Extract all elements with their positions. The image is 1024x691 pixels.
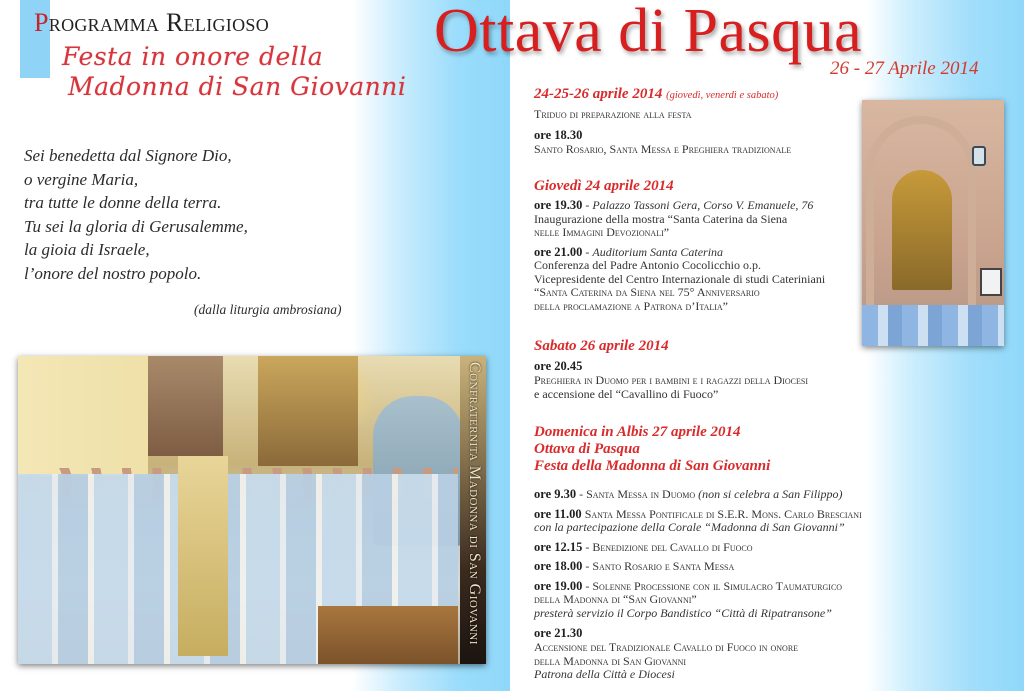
event-desc: Inaugurazione della mostra “Santa Caterina da Siena	[534, 211, 788, 226]
program-title-rest: rogramma Religioso	[48, 8, 270, 37]
section-domenica	[534, 424, 874, 475]
event-desc: della Madonna di “San Giovanni”	[534, 592, 697, 606]
poem-line: l’onore del nostro popolo.	[24, 263, 202, 283]
event-desc: Santo Rosario, Santa Messa e Preghiera tradizionale	[534, 141, 792, 156]
event-desc: Preghiera in Duomo per i bambini e i ragazzi della Diocesi	[534, 373, 808, 387]
main-title: Ottava di Pasqua	[434, 0, 863, 65]
section-triduo	[534, 86, 874, 156]
program-title	[34, 8, 269, 38]
festa-subtitle-line1: Festa in onore della	[62, 42, 324, 71]
triduo-subtitle: Triduo di preparazione alla festa	[534, 107, 692, 121]
section-sabato	[534, 338, 874, 401]
event-note: con la partecipazione della Corale “Madonna di San Giovanni”	[534, 520, 845, 534]
event-note: presterà servizio il Corpo Bandistico “Città di Ripatransone”	[534, 605, 832, 620]
event-desc: Santa Messa in Duomo	[586, 487, 696, 501]
section-heading: Ottava di Pasqua	[534, 441, 640, 457]
poem-source: (dalla liturgia ambrosiana)	[194, 302, 342, 317]
photo-painting	[148, 356, 223, 456]
section-giovedi	[534, 178, 874, 313]
poem-line: o vergine Maria,	[24, 169, 139, 189]
main-dates: 26 - 27 Aprile 2014	[830, 58, 979, 79]
event-desc: Vicepresidente del Centro Internazionale di studi Cateriniani	[534, 271, 826, 286]
photo-altar	[258, 356, 358, 466]
event-desc: Santa Messa Pontificale di S.E.R. Mons. Carlo Bresciani	[584, 506, 862, 521]
event-time: ore 19.30	[534, 198, 583, 212]
event-desc: della Madonna di San Giovanni	[534, 653, 687, 668]
event	[534, 580, 914, 594]
heading-date: 24-25-26 aprile 2014	[534, 86, 663, 102]
event-time: ore 21.00	[534, 244, 583, 259]
event-note: (non si celebra a San Filippo)	[698, 487, 843, 501]
event-time: ore 18.30	[534, 127, 583, 142]
event-desc: Solenne Processione con il Simulacro Taumaturgico	[592, 578, 843, 593]
domenica-events	[534, 488, 914, 682]
photo-street-lamp	[972, 146, 986, 166]
event	[534, 508, 914, 522]
separator: -	[582, 578, 593, 593]
event-desc: Santo Rosario e Santa Messa	[592, 559, 735, 573]
event-note: Patrona della Città e Diocesi	[534, 667, 675, 681]
festa-subtitle	[62, 42, 482, 102]
event-desc: nelle Immagini Devozionali”	[534, 225, 670, 239]
event-time: ore 18.00	[534, 559, 583, 573]
event-time: ore 20.45	[534, 359, 583, 373]
event-place: Palazzo Tassoni Gera, Corso V. Emanuele, 76	[592, 198, 814, 212]
section-heading: Sabato 26 aprile 2014	[534, 338, 669, 354]
section-heading	[534, 86, 874, 104]
photo-caption: Confraternita Madonna di San Giovanni	[466, 362, 483, 645]
event: ore 21.00 - Auditorium Santa Caterina	[534, 244, 724, 259]
event-desc: Accensione del Tradizionale Cavallo di Fuoco in onore	[534, 640, 799, 654]
heading-note: (giovedì, venerdì e sabato)	[666, 90, 779, 101]
event-desc: Benedizione del Cavallo di Fuoco	[592, 539, 753, 554]
statue-photo	[862, 100, 1004, 346]
poem-line: Sei benedetta dal Signore Dio,	[24, 146, 232, 165]
event-place: Auditorium Santa Caterina	[592, 244, 724, 259]
program-title-initial: P	[34, 8, 49, 37]
festa-subtitle-line2: Madonna di San Giovanni	[68, 72, 407, 101]
photo-bishop	[178, 456, 228, 656]
event-time: ore 19.00	[534, 578, 583, 593]
separator: -	[582, 559, 593, 573]
separator: -	[582, 539, 593, 554]
photo-golden-statue	[892, 170, 952, 290]
section-heading: Domenica in Albis 27 aprile 2014	[534, 424, 741, 440]
separator: -	[576, 487, 587, 501]
event-desc: della proclamazione a Patrona d’Italia”	[534, 298, 729, 313]
event	[534, 488, 914, 502]
poem-line: la gioia di Israele,	[24, 240, 150, 259]
photo-pew	[318, 606, 458, 664]
photo-wall	[18, 356, 148, 476]
event-desc: “Santa Caterina da Siena nel 75° Anniversario	[534, 285, 760, 299]
event-time: ore 9.30	[534, 487, 577, 501]
event	[534, 560, 914, 574]
poem-line: tra tutte le donne della terra.	[24, 193, 222, 212]
event-time: ore 12.15	[534, 539, 583, 554]
event-desc: e accensione del “Cavallino di Fuoco”	[534, 386, 719, 401]
event: ore 19.30 - Palazzo Tassoni Gera, Corso V. Emanuele, 76	[534, 198, 814, 212]
section-heading: Festa della Madonna di San Giovanni	[534, 458, 771, 474]
group-photo	[18, 356, 486, 664]
poem	[24, 144, 248, 285]
event	[534, 541, 914, 555]
section-heading: Giovedì 24 aprile 2014	[534, 178, 674, 194]
event-desc: Conferenza del Padre Antonio Cocolicchio o.p.	[534, 258, 761, 272]
poem-line: Tu sei la gloria di Gerusalemme,	[24, 216, 248, 236]
photo-procession-crowd	[862, 305, 1004, 346]
event-time: ore 11.00	[534, 506, 582, 521]
event-time: ore 21.30	[534, 626, 583, 640]
photo-sign	[980, 268, 1002, 296]
